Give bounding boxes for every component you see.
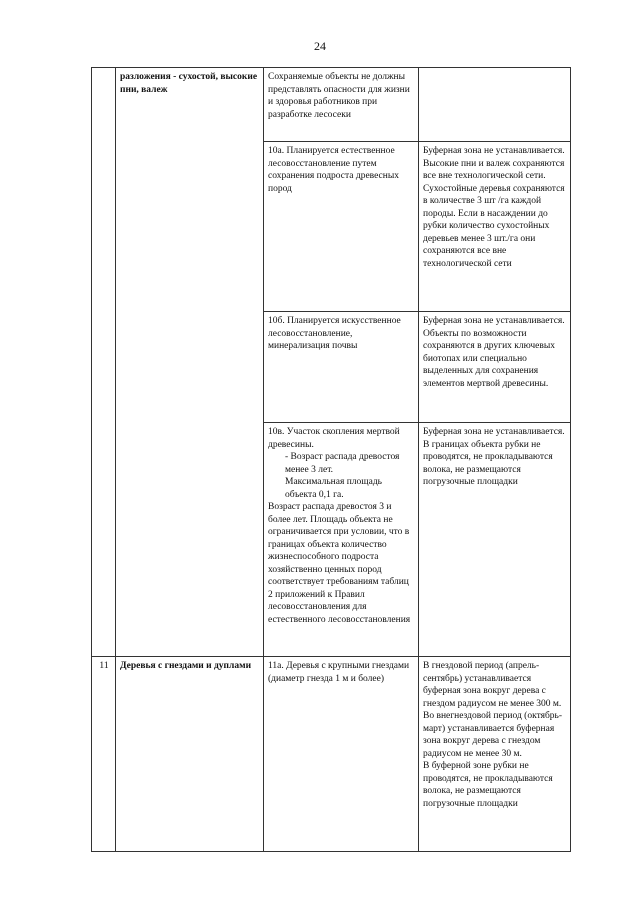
- row-number-cell: [92, 68, 116, 657]
- measure-text: 10в. Участок скопления мертвой древесины.: [268, 427, 400, 450]
- measure-cell: [264, 657, 419, 852]
- buffer-text: Буферная зона не устанавливается.: [423, 427, 565, 437]
- measure-cell: [264, 423, 419, 657]
- buffer-text: Высокие пни и валеж сохраняются все вне технологической сети.: [423, 158, 565, 181]
- table-row: [92, 657, 571, 852]
- buffer-text: В гнездовой период (апрель-сентябрь) устанавливается буферная зона вокруг дерева с гнездом радиусом не менее 300 м.: [423, 661, 562, 709]
- measure-text: - Возраст распада древостоя менее 3 лет.: [285, 452, 400, 475]
- measure-text: Максимальная площадь объекта 0,1 га.: [285, 477, 382, 500]
- measure-cell: [264, 142, 419, 312]
- buffer-text: Во внегнездовой период (октябрь-март) устанавливается буферная зона вокруг дерева с гнездом радиусом не менее 30 м.: [423, 711, 563, 759]
- forest-objects-table: [91, 67, 571, 852]
- buffer-text: В границах объекта рубки не проводятся, не прокладываются волока, не размещаются погрузочные площадки: [423, 439, 553, 487]
- buffer-cell: [419, 657, 571, 852]
- buffer-cell: [419, 68, 571, 142]
- buffer-text: Буферная зона не устанавливается.: [423, 146, 565, 156]
- buffer-text: Объекты по возможности сохраняются в других ключевых биотопах или специально выделенных для сохранения элементов мертвой древесины.: [423, 328, 555, 389]
- object-name-cell: разложения - сухостой, высокие пни, валеж: [116, 68, 264, 657]
- measure-text: Сохраняемые объекты не должны представлять опасности для жизни и здоровья работников при разработке лесосеки: [268, 72, 410, 120]
- object-name-cell: Деревья с гнездами и дуплами: [116, 657, 264, 852]
- row-number-cell: 11: [92, 657, 116, 852]
- measure-text: 10б. Планируется искусственное лесовосстановление, минерализация почвы: [268, 316, 401, 351]
- measure-cell: [264, 68, 419, 142]
- buffer-cell: [419, 312, 571, 423]
- measure-text: Возраст распада древостоя 3 и более лет. Площадь объекта не ограничивается при условии, что в границах объекта количество жизнеспособного подроста хозяйственно ценных пород соответствует требованиям таблиц 2 приложений к Правил лесовосстановления для естественного лесовосстановления: [268, 502, 411, 625]
- buffer-cell: [419, 142, 571, 312]
- measure-text: 11а. Деревья с крупными гнездами (диаметр гнезда 1 м и более): [268, 661, 410, 684]
- buffer-text: В буферной зоне рубки не проводятся, не прокладываются волока, не размещаются погрузочные площадки: [423, 761, 553, 809]
- buffer-text: Буферная зона не устанавливается.: [423, 316, 565, 326]
- measure-cell: [264, 312, 419, 423]
- measure-text: 10а. Планируется естественное лесовосстановление путем сохранения подроста древесных пород: [268, 146, 399, 194]
- buffer-cell: [419, 423, 571, 657]
- buffer-text: Сухостойные деревья сохраняются в количестве 3 шт /га каждой породы. Если в насаждении до рубки количество сухостойных деревьев менее 3 шт./га они сохраняются все вне технологической сети: [423, 183, 565, 269]
- page-number: 24: [314, 39, 326, 53]
- table-row: [92, 68, 571, 142]
